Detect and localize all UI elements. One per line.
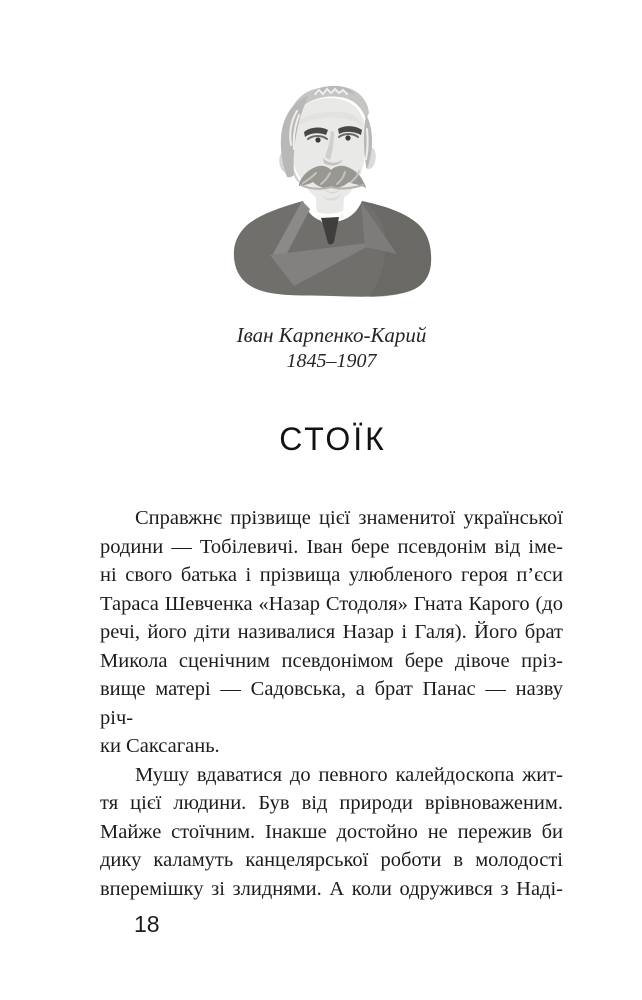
body-text-line: Мушу вдаватися до певного калейдоскопа жит- [135, 763, 563, 786]
body-paragraph [100, 504, 563, 761]
body-text-line: ні свого батька і прізвища улюбленого героя п’єси [100, 564, 563, 586]
body-text-line: речі, його діти називалися Назар і Галя). Його брат [100, 621, 563, 643]
body-text [100, 504, 563, 903]
body-text-line: Майже стоїчним. Інакше достойно не пережив би [100, 820, 563, 843]
chapter-title: СТОЇК [279, 421, 387, 457]
body-text-line: тя цієї людини. Був від природи врівноваженим. [100, 792, 563, 814]
body-paragraph [100, 761, 563, 904]
body-text-line: Тараса Шевченка «Назар Стодоля» Гната Карого (до [100, 592, 563, 615]
body-text-line: Справжнє прізвище цієї знаменитої української [135, 507, 563, 529]
body-text-line: вперемішку зі злиднями. А коли одружився з Наді- [100, 877, 563, 900]
portrait-svg [233, 85, 433, 301]
body-text-line: Микола сценічним псевдонімом бере дівоче пріз- [100, 649, 563, 672]
body-text-line: родини — Тобілевичі. Іван бере псевдонім від іме- [100, 535, 563, 558]
portrait-caption-name: Іван Карпенко-Карий [236, 323, 427, 347]
body-text-line: дику каламуть канцелярської роботи в молодості [100, 849, 563, 871]
portrait-illustration [233, 85, 433, 301]
body-text-line: ки Саксагань. [100, 735, 220, 757]
portrait-caption-years: 1845–1907 [286, 350, 377, 372]
body-text-line: вище матері — Садовська, а брат Панас — назву річ- [100, 678, 563, 729]
page-number: 18 [134, 911, 160, 937]
